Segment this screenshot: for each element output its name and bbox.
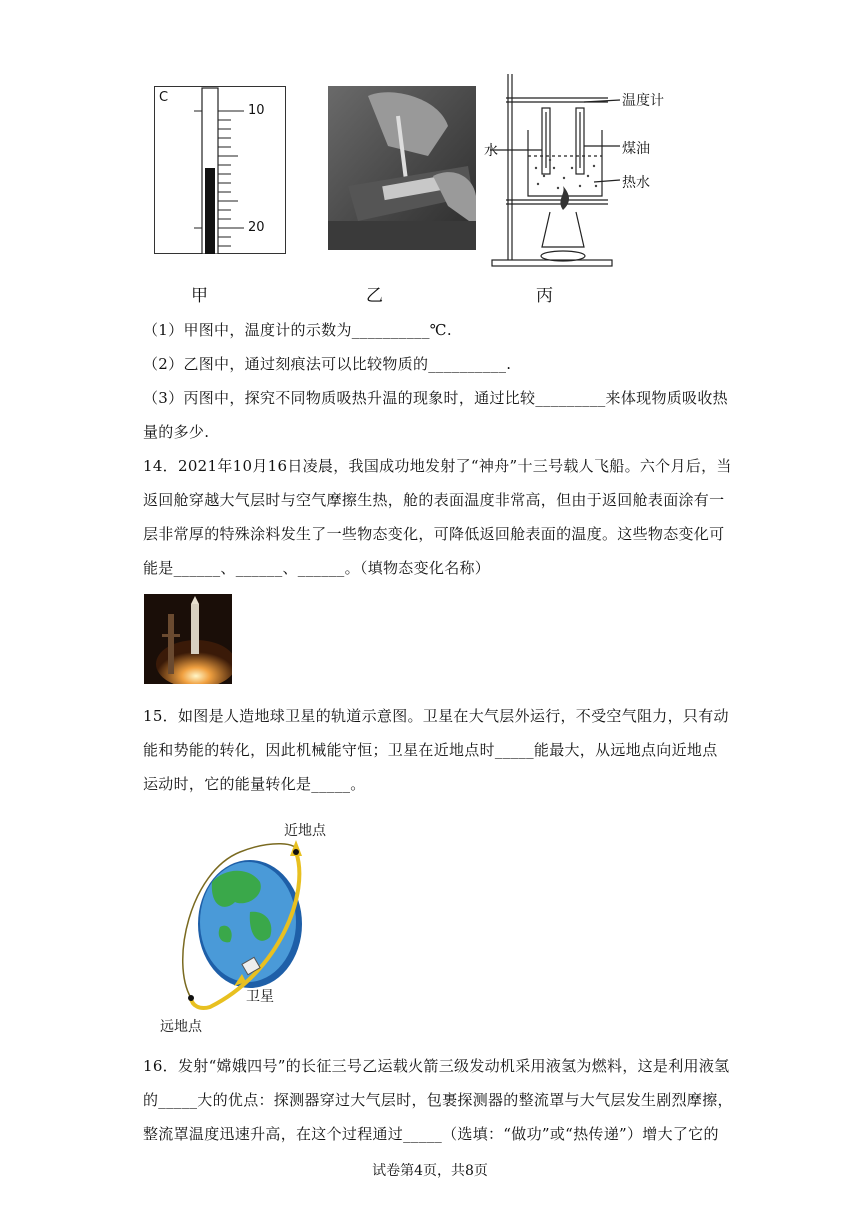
figure-thermometer (154, 86, 286, 254)
caption-jia: 甲 (191, 286, 208, 306)
thermometer-tick-20: 20 (248, 220, 265, 235)
caption-bing: 丙 (536, 286, 553, 306)
label-perigee: 近地点 (284, 823, 326, 839)
label-water: 水 (484, 143, 498, 159)
q15-line1: 15．如图是人造地球卫星的轨道示意图。卫星在大气层外运行，不受空气阻力，只有动 (143, 707, 729, 725)
q13-line4: 量的多少. (143, 423, 210, 441)
label-hot-water: 热水 (622, 175, 650, 191)
thermometer-drawing (154, 86, 286, 254)
q16-line2: 的_____大的优点：探测器穿过大气层时，包裹探测器的整流罩与大气层发生剧烈摩擦， (143, 1091, 733, 1109)
label-kerosene: 煤油 (622, 141, 650, 157)
orbit-diagram (150, 812, 340, 1036)
caption-yi: 乙 (366, 286, 383, 306)
q13-line1: （1）甲图中，温度计的示数为__________℃. (143, 321, 452, 339)
page-footer: 试卷第4页，共8页 (372, 1163, 488, 1179)
rocket-launch-photo (144, 594, 232, 684)
q14-line3: 层非常厚的特殊涂料发生了一些物态变化，可降低返回舱表面的温度。这些物态变化可 (143, 525, 725, 543)
q16-line1: 16．发射“嫦娥四号”的长征三号乙运载火箭三级发动机采用液氢为燃料，这是利用液氢 (143, 1057, 730, 1075)
q13-line3: （3）丙图中，探究不同物质吸热升温的现象时，通过比较_________来体现物质吸收热 (143, 389, 728, 407)
scratch-photo-drawing (328, 86, 476, 250)
q16-line3: 整流罩温度迅速升高，在这个过程通过_____（选填：“做功”或“热传递”）增大了它的 (143, 1125, 719, 1143)
q13-line2: （2）乙图中，通过刻痕法可以比较物质的__________. (143, 355, 512, 373)
q15-line2: 能和势能的转化，因此机械能守恒；卫星在近地点时_____能最大，从远地点向近地点 (143, 741, 718, 759)
figure-scratch-photo (328, 86, 476, 250)
q14-line1: 14．2021年10月16日凌晨，我国成功地发射了“神舟”十三号载人飞船。六个月后，当 (143, 457, 732, 475)
label-apogee: 远地点 (160, 1019, 202, 1035)
figure-heating-apparatus (484, 72, 674, 268)
q14-line4: 能是______、______、______。（填物态变化名称） (143, 559, 491, 577)
q15-line3: 运动时，它的能量转化是_____。 (143, 775, 366, 793)
q14-line2: 返回舱穿越大气层时与空气摩擦生热，舱的表面温度非常高，但由于返回舱表面涂有一 (143, 491, 725, 509)
label-thermometer: 温度计 (622, 93, 664, 109)
orbit-drawing (150, 812, 340, 1036)
thermometer-unit: C (159, 90, 169, 105)
thermometer-tick-10: 10 (248, 103, 265, 118)
label-satellite: 卫星 (246, 989, 274, 1005)
rocket-photo-drawing (144, 594, 232, 684)
